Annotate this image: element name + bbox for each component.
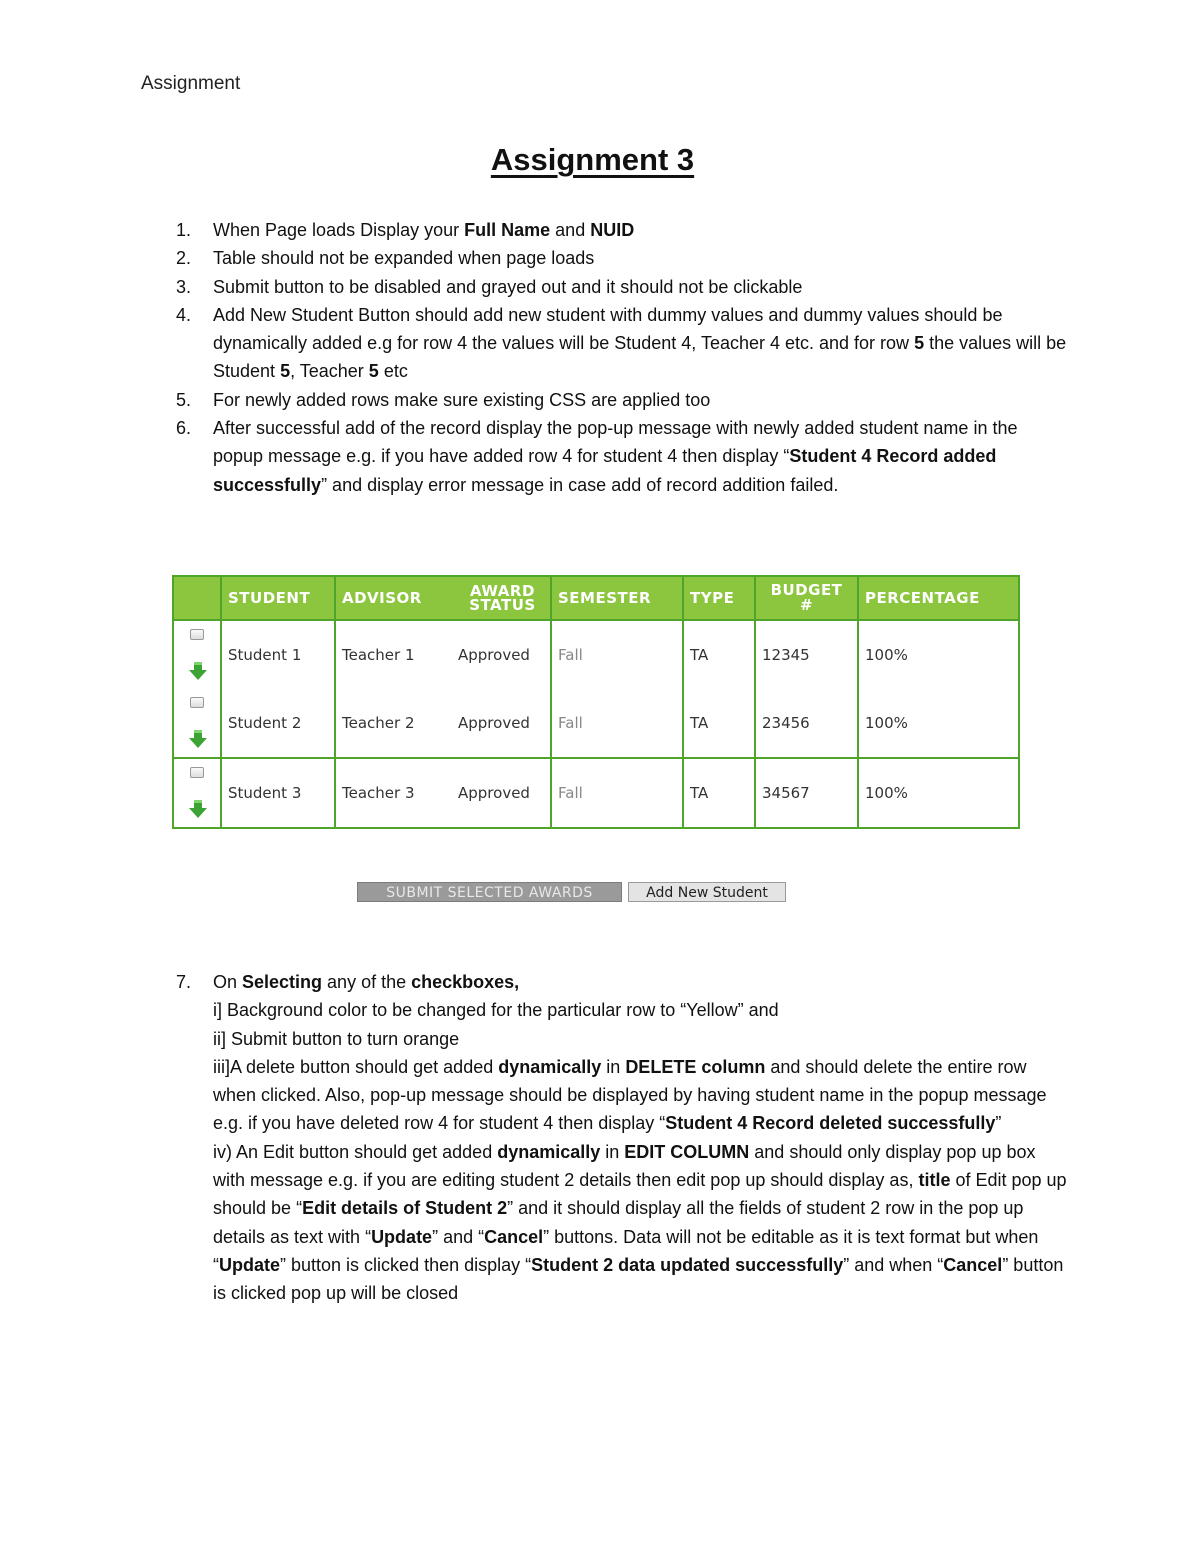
emphasis-text: Edit details of Student 2	[302, 1198, 508, 1219]
emphasis-text: Update	[371, 1226, 433, 1247]
emphasis-text: 5	[368, 361, 379, 382]
row-checkbox[interactable]	[190, 629, 204, 640]
row-control-cell	[173, 689, 221, 758]
add-new-student-button[interactable]: Add New Student	[628, 882, 786, 902]
requirement-item	[142, 216, 1072, 244]
cell-semester: Fall	[551, 689, 683, 758]
requirement-subline	[213, 1053, 1072, 1138]
text-segment: in	[600, 1141, 625, 1162]
requirement-number: 5.	[176, 389, 192, 410]
cell-advisor: Teacher 3	[342, 784, 415, 802]
table-header-row	[173, 576, 1019, 620]
text-segment: ” and “	[432, 1226, 485, 1247]
emphasis-text: Selecting	[242, 972, 323, 992]
text-segment: , Teacher	[290, 361, 369, 382]
text-segment: Table should not be expanded when page loads	[213, 248, 595, 269]
cell-advisor: Teacher 1	[342, 646, 415, 664]
requirement-number: 1.	[176, 220, 192, 240]
emphasis-text: Student 4 Record added successfully	[213, 446, 997, 495]
text-segment: When Page loads Display your	[213, 220, 465, 240]
cell-student: Student 1	[221, 620, 335, 689]
requirement-number: 3.	[176, 276, 192, 297]
requirement-item	[142, 244, 1072, 272]
submit-selected-awards-button[interactable]: SUBMIT SELECTED AWARDS	[357, 882, 622, 902]
emphasis-text: Cancel	[943, 1254, 1003, 1275]
requirements-list-continued	[142, 968, 1072, 1308]
cell-advisor: Teacher 2	[342, 714, 415, 732]
header-student: STUDENT	[221, 576, 335, 620]
header-award-status: AWARD STATUS	[469, 582, 536, 614]
row-control-cell	[173, 758, 221, 828]
cell-award-status: Approved	[458, 714, 530, 732]
text-segment: ” buttons. Data will not be editable as it is text format but when “	[213, 1226, 1039, 1275]
cell-semester: Fall	[551, 758, 683, 828]
requirement-item	[142, 273, 1072, 301]
header-advisor-label: ADVISOR	[342, 588, 422, 607]
cell-percentage: 100%	[858, 620, 1019, 689]
row-control-cell	[173, 620, 221, 689]
requirement-subline	[213, 996, 1072, 1024]
text-segment: iv) An Edit button should get added	[213, 1141, 498, 1162]
emphasis-text: Student 4 Record deleted successfully	[665, 1113, 996, 1134]
requirement-item	[142, 386, 1072, 414]
header-advisor	[335, 576, 551, 620]
cell-semester: Fall	[551, 620, 683, 689]
text-segment: ”	[995, 1113, 1002, 1134]
cell-percentage: 100%	[858, 758, 1019, 828]
emphasis-text: Full Name	[464, 220, 551, 240]
expand-arrow-icon[interactable]	[188, 661, 208, 681]
cell-advisor-status	[335, 620, 551, 689]
cell-budget: 34567	[755, 758, 858, 828]
cell-budget: 23456	[755, 689, 858, 758]
requirement-number: 2.	[176, 248, 192, 269]
requirement-subline	[213, 968, 1072, 996]
emphasis-text: Cancel	[484, 1226, 544, 1247]
row-checkbox[interactable]	[190, 697, 204, 708]
expand-arrow-icon[interactable]	[188, 799, 208, 819]
requirement-item	[142, 414, 1072, 499]
requirement-number: 6.	[176, 418, 192, 439]
cell-type: TA	[683, 689, 755, 758]
cell-percentage: 100%	[858, 689, 1019, 758]
text-segment: and	[550, 220, 591, 240]
text-segment: ” and when “	[843, 1254, 944, 1275]
header-control-cell	[173, 576, 221, 620]
emphasis-text: NUID	[590, 220, 635, 240]
cell-advisor-status	[335, 758, 551, 828]
header-budget: BUDGET #	[755, 576, 858, 620]
text-segment: ” button is clicked pop up will be closed	[213, 1254, 1064, 1304]
emphasis-text: title	[918, 1170, 951, 1191]
emphasis-text: 5	[280, 361, 291, 382]
cell-student: Student 3	[221, 758, 335, 828]
requirement-number: 4.	[176, 304, 192, 325]
expand-arrow-icon[interactable]	[188, 729, 208, 749]
emphasis-text: DELETE column	[625, 1056, 766, 1077]
cell-budget: 12345	[755, 620, 858, 689]
text-segment: any of the	[322, 972, 412, 992]
text-segment: the values will be Student	[213, 333, 1067, 382]
text-segment: Add New Student Button should add new student with dummy values and dummy values should be dynamically added e.g for row 4 the values will be Student 4, Teacher 4 etc. and for row	[213, 304, 1003, 354]
text-segment: i] Background color to be changed for the particular row to “Yellow” and	[213, 1000, 779, 1021]
requirement-item	[142, 968, 1072, 1308]
requirement-item	[142, 301, 1072, 386]
table-row	[173, 758, 1019, 828]
cell-type: TA	[683, 620, 755, 689]
header-type: TYPE	[683, 576, 755, 620]
page-header-label: Assignment	[141, 73, 241, 94]
emphasis-text: Update	[219, 1254, 281, 1275]
text-segment: iii]A delete button should get added	[213, 1056, 499, 1077]
cell-advisor-status	[335, 689, 551, 758]
emphasis-text: checkboxes,	[411, 972, 520, 992]
page-title: Assignment 3	[490, 142, 695, 177]
requirement-subline	[213, 1138, 1072, 1308]
text-segment: Submit button to be disabled and grayed out and it should not be clickable	[213, 276, 803, 297]
text-segment: and should only display pop up box with message e.g. if you are editing student 2 details then edit pop up should display as,	[213, 1141, 1036, 1191]
text-segment: ii] Submit button to turn orange	[213, 1028, 460, 1049]
cell-award-status: Approved	[458, 784, 530, 802]
text-segment: etc	[378, 361, 408, 382]
cell-type: TA	[683, 758, 755, 828]
emphasis-text: Student 2 data updated successfully	[531, 1254, 844, 1275]
header-percentage: PERCENTAGE	[858, 576, 1019, 620]
text-segment: After successful add of the record display the pop-up message with newly added student name in the popup message e.g. if you have added row 4 for student 4 then display “	[213, 418, 1018, 467]
emphasis-text: 5	[914, 333, 925, 354]
text-segment: and should delete the entire row when clicked. Also, pop-up message should be displayed by having student name in the popup message e.g. if you have deleted row 4 for student 4 then display “	[213, 1056, 1047, 1134]
row-checkbox[interactable]	[190, 767, 204, 778]
cell-award-status: Approved	[458, 646, 530, 664]
cell-student: Student 2	[221, 689, 335, 758]
emphasis-text: dynamically	[498, 1056, 602, 1077]
table-row	[173, 689, 1019, 758]
text-segment: On	[213, 972, 243, 992]
emphasis-text: EDIT COLUMN	[624, 1141, 750, 1162]
awards-table	[172, 575, 1020, 829]
text-segment: For newly added rows make sure existing CSS are applied too	[213, 389, 711, 410]
requirements-list	[142, 216, 1072, 499]
action-buttons	[357, 882, 786, 902]
emphasis-text: dynamically	[497, 1141, 601, 1162]
text-segment: ” and display error message in case add of record addition failed.	[321, 474, 839, 495]
requirement-number: 7.	[176, 972, 192, 992]
text-segment: in	[601, 1056, 626, 1077]
text-segment: of Edit pop up should be “	[213, 1170, 1067, 1219]
text-segment: ” button is clicked then display “	[280, 1254, 532, 1275]
header-semester: SEMESTER	[551, 576, 683, 620]
requirement-subline	[213, 1025, 1072, 1053]
table-row	[173, 620, 1019, 689]
text-segment: ” and it should display all the fields of student 2 row in the pop up details as text with “	[213, 1198, 1024, 1247]
